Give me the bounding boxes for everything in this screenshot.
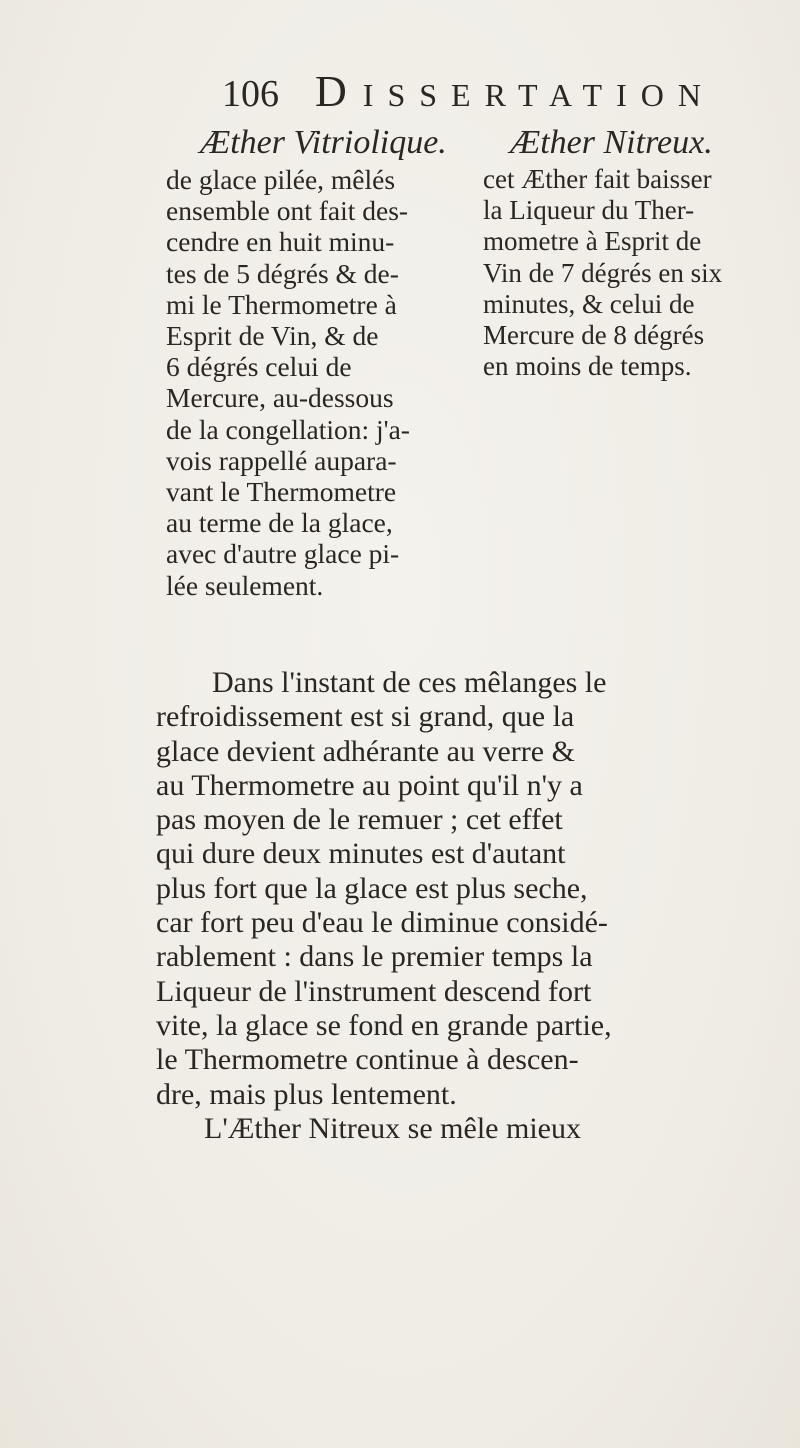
right-column-line: minutes, & celui de [483, 288, 695, 319]
left-column-line: avec d'autre glace pi- [166, 538, 400, 570]
body-line: dre, mais plus lentement. [156, 1077, 457, 1111]
left-column-line: 6 dégrés celui de [166, 351, 352, 383]
right-column-line: la Liqueur du Ther- [483, 195, 695, 226]
left-column-line: cendre en huit minu- [166, 226, 395, 258]
left-column-line: tes de 5 dégrés & de- [166, 257, 399, 289]
right-column-line: mometre à Esprit de [483, 226, 702, 257]
left-column-line: de la congellation: j'a- [166, 413, 410, 445]
left-column-line: Esprit de Vin, & de [166, 320, 379, 352]
right-column-line: Vin de 7 dégrés en six [483, 257, 723, 288]
left-column-line: de glace pilée, mêlés [166, 164, 396, 195]
body-line: Dans l'instant de ces mêlanges le [212, 666, 607, 699]
left-column-line: Mercure, au-dessous [166, 382, 394, 414]
body-line: Liqueur de l'instrument descend fort [156, 974, 592, 1008]
running-title [315, 66, 715, 117]
body-line: vite, la glace se fond en grande partie, [156, 1008, 612, 1042]
left-column [166, 164, 492, 601]
right-column-line: en moins de temps. [483, 351, 692, 382]
page-number: 106 [222, 73, 279, 115]
body-line: rablement : dans le premier temps la [156, 940, 593, 974]
left-column-line: lée seulement. [166, 569, 324, 601]
body-line: le Thermometre continue à descen- [156, 1043, 579, 1077]
left-column-line: mi le Thermometre à [166, 288, 397, 320]
page-header [222, 66, 715, 117]
body-line: pas moyen de le remuer ; cet effet [156, 803, 563, 837]
body-line: plus fort que la glace est plus seche, [156, 871, 588, 905]
left-column-line: ensemble ont fait des- [166, 195, 409, 227]
body-line: L'Æther Nitreux se mêle mieux [204, 1111, 581, 1145]
body-line: car fort peu d'eau le diminue considé- [156, 906, 608, 940]
right-column-line: Mercure de 8 dégrés [483, 320, 705, 351]
left-column-heading: Æther Vitriolique. [200, 124, 447, 161]
body-line: refroidissement est si grand, que la [156, 700, 575, 734]
running-title-rest: ISSERTATION [362, 77, 715, 113]
left-column-line: au terme de la glace, [166, 507, 393, 539]
running-title-initial: D [315, 67, 363, 116]
body-line: qui dure deux minutes est d'autant [156, 837, 566, 871]
body-line: au Thermometre au point qu'il n'y a [156, 768, 583, 802]
right-column-line: cet Æther fait baisser [483, 164, 712, 194]
left-column-line: vois rappellé aupara- [166, 444, 397, 476]
right-column-heading: Æther Nitreux. [510, 124, 713, 161]
left-column-line: vant le Thermometre [166, 476, 397, 508]
body-paragraph [156, 666, 776, 1146]
right-column [483, 164, 783, 382]
body-line: glace devient adhérante au verre & [156, 734, 575, 768]
